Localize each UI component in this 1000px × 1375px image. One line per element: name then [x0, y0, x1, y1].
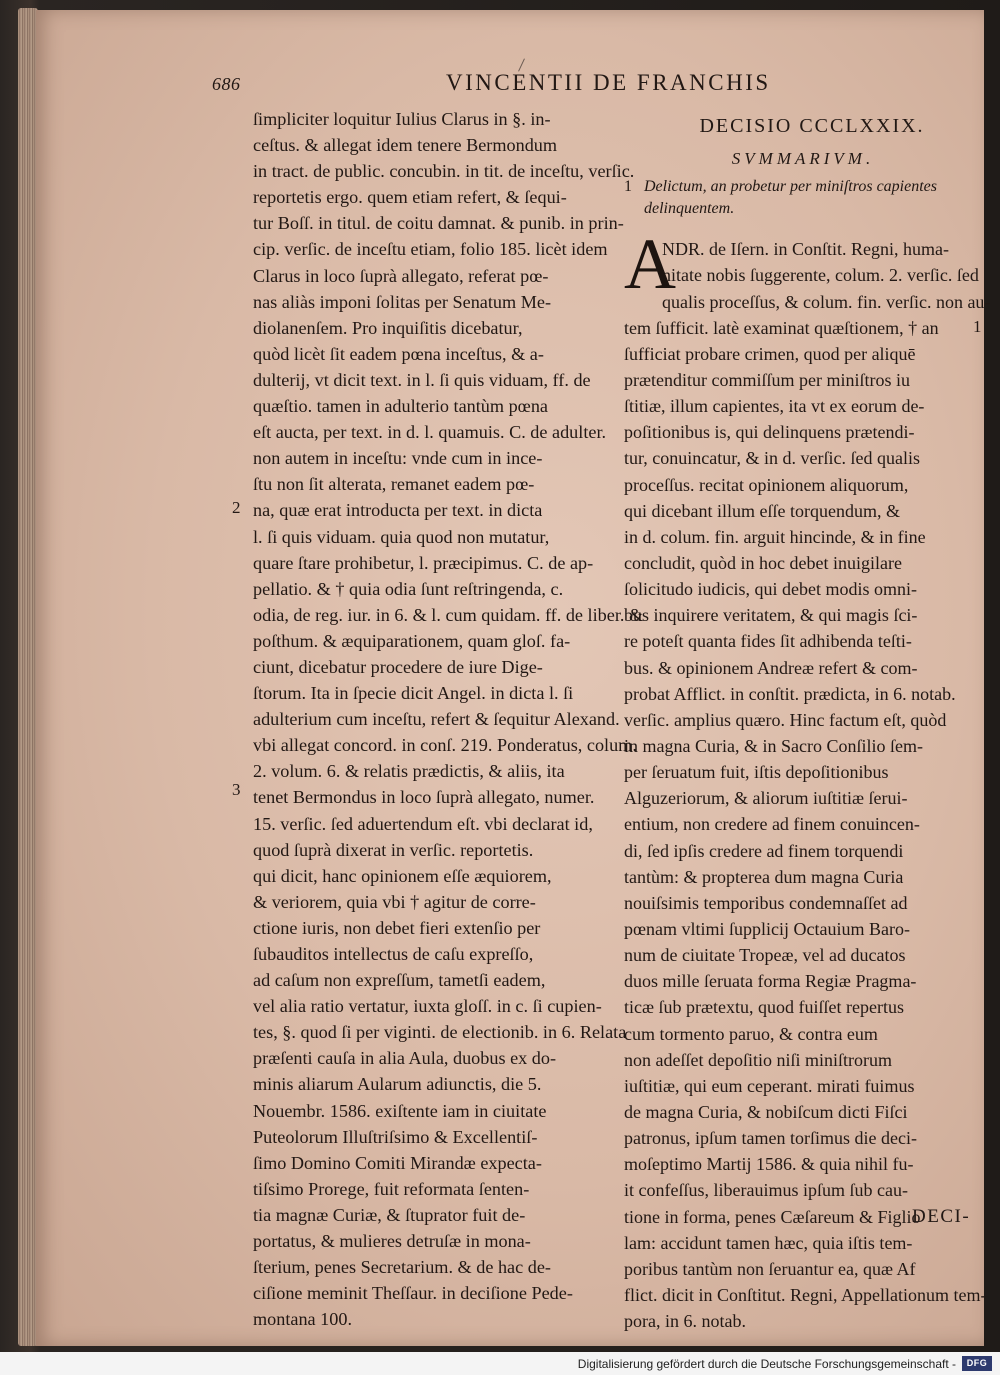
text-line: non adeſſet depoſitio niſi miniſtrorum [624, 1049, 892, 1070]
text-line: cum tormento paruo, & contra eum [624, 1023, 878, 1044]
text-line: quare ſtare prohibetur, l. præcipimus. C. de ap- [253, 552, 594, 573]
text-line: proceſſus. recitat opinionem aliquorum, [624, 474, 909, 495]
footer-bar [0, 1352, 1000, 1375]
text-line: portatus, & mulieres detruſæ in mona- [253, 1231, 531, 1252]
text-line: per ſeruatum fuit, iſtis depoſitionibus [624, 762, 889, 783]
text-line: in tract. de public. concubin. in tit. de inceſtu, verſic. [253, 161, 635, 182]
summary-text-line: delinquentem. [644, 200, 735, 218]
text-line: poſitionibus is, qui delinquens prætendi- [624, 422, 915, 443]
text-line: di, ſed ipſis credere ad finem torquendi [624, 840, 904, 861]
text-line: poribus tantùm non ſeruantur ea, quæ Af [624, 1258, 916, 1279]
text-line: num de ciuitate Tropeæ, vel ad ducatos [624, 945, 906, 966]
text-line: præſenti cauſa in alia Aula, duobus ex do- [253, 1048, 557, 1069]
text-line: tia magnæ Curiæ, & ſtuprator fuit de- [253, 1204, 526, 1225]
text-line: pellatio. & † quia odia ſunt reſtringenda, c. [253, 578, 564, 599]
text-line: tantùm: & propterea dum magna Curia [624, 866, 904, 887]
text-line: ſtorum. Ita in ſpecie dicit Angel. in dicta l. ſi [253, 683, 574, 704]
text-line: ſtu non ſit alterata, remanet eadem pœ- [253, 474, 535, 495]
decision-body [624, 224, 991, 1334]
text-line: in magna Curia, & in Sacro Conſilio ſem- [624, 735, 923, 756]
text-line: prætenditur commiſſum per miniſtros iu [624, 370, 910, 391]
text-line: odia, de reg. iur. in 6. & l. cum quidam. ff. de liber. & [253, 604, 644, 625]
text-line: ſufficiat probare crimen, quod per aliquē [624, 343, 916, 364]
text-line: Alguzeriorum, & aliorum iuſtitiæ ſerui- [624, 788, 908, 809]
text-line: 15. verſic. ſed aduertendum eſt. vbi declarat id, [253, 813, 593, 834]
text-line: verſic. amplius quæro. Hinc factum eſt, quòd [624, 709, 947, 730]
text-line: tur, conuincatur, & in d. verſic. ſed qualis [624, 448, 920, 469]
text-line: tenet Bermondus in loco ſuprà allegato, numer. [253, 787, 595, 808]
text-line: cip. verſic. de inceſtu etiam, folio 185. licèt idem [253, 239, 608, 260]
text-line: reportetis ergo. quem etiam refert, & ſequi- [253, 187, 567, 208]
text-line: it confeſſus, liberauimus ipſum ſub cau- [624, 1180, 908, 1201]
footer-credit: Digitalisierung gefördert durch die Deutsche Forschungsgemeinschaft - [577, 1357, 956, 1371]
text-line: nas aliàs imponi ſolitas per Senatum Me- [253, 291, 552, 312]
summary-title: SVMMARIVM. [731, 149, 875, 169]
text-line: ſimo Domino Comiti Mirandæ expecta- [253, 1152, 542, 1173]
text-line: entium, non credere ad finem conuincen- [624, 814, 920, 835]
running-head: VINCENTII DE FRANCHIS [446, 70, 771, 95]
text-line: pora, in 6. notab. [624, 1311, 746, 1332]
text-line: tione in forma, penes Cæſareum & Figlio [624, 1206, 921, 1227]
text-line: quod ſuprà dixerat in verſic. reportetis. [253, 839, 534, 860]
text-line: quòd licèt ſit eadem pœna inceſtus, & a- [253, 343, 544, 364]
text-line: Clarus in loco ſuprà allegato, referat pœ- [253, 265, 549, 286]
text-line: tes, §. quod ſi per viginti. de electionib. in 6. Relata [253, 1022, 627, 1043]
text-line: vbi allegat concord. in conſ. 219. Ponderatus, colum. [253, 735, 637, 756]
text-line: lam: accidunt tamen hæc, quia iſtis tem- [624, 1232, 913, 1253]
text-line: ſimpliciter loquitur Iulius Clarus in §. in- [253, 109, 551, 129]
decision-title: DECISIO CCCLXXIX. [699, 115, 925, 137]
text-line: patronus, ipſum tamen torſimus die deci- [624, 1128, 917, 1149]
text-line: na, quæ erat introducta per text. in dicta [253, 500, 543, 521]
text-line: qui dicebant illum eſſe torquendum, & [624, 500, 900, 521]
text-line: ſtitiæ, illum capientes, ita vt ex eorum de- [624, 396, 925, 417]
margin-number: 1 [973, 317, 982, 336]
text-line: ſterium, penes Secretarium. & de hac de- [253, 1257, 551, 1278]
text-line: qui dicit, hanc opinionem eſſe æquiorem, [253, 865, 552, 886]
margin-number: 3 [232, 780, 241, 799]
text-line: nouiſsimis temporibus condemnaſſet ad [624, 892, 908, 913]
text-line: concludit, quòd in hoc debet inuigilare [624, 553, 902, 573]
text-line: ſubauditos intellectus de caſu expreſſo, [253, 944, 534, 964]
right-column [624, 113, 991, 1334]
text-line: montana 100. [253, 1309, 353, 1330]
text-line: tiſsimo Prorege, fuit reformata ſenten- [253, 1178, 530, 1199]
text-line: ctione iuris, non debet fieri extenſio per [253, 917, 541, 938]
text-line: pœnam vltimi ſupplicij Octauium Baro- [624, 918, 910, 939]
text-line: vel alia ratio vertatur, iuxta gloſſ. in c. ſi cupien- [253, 996, 602, 1017]
text-line: non autem in inceſtu: vnde cum in ince- [253, 448, 543, 469]
left-column [253, 106, 645, 1332]
text-line: tur Boſſ. in titul. de coitu damnat. & punib. in prin- [253, 213, 624, 234]
text-line: minis aliarum Aularum adiunctis, die 5. [253, 1074, 542, 1095]
drop-cap: A [624, 224, 676, 305]
text-line: de magna Curia, & nobiſcum dicti Fiſci [624, 1101, 908, 1122]
summary-text-line: Delictum, an probetur per miniſtros capientes [644, 178, 937, 196]
text-line: iuſtitiæ, qui eum ceperant. mirati fuimus [624, 1075, 915, 1096]
text-line: l. ſi quis viduam. quia quod non mutatur, [253, 526, 550, 547]
text-line: moſeptimo Martij 1586. & quia nihil fu- [624, 1154, 914, 1175]
text-line: & veriorem, quia vbi † agitur de corre- [253, 891, 536, 912]
text-line: duos mille ſeruata forma Regiæ Pragma- [624, 971, 917, 992]
text-line: nitate nobis ſuggerente, colum. 2. verſic. ſed [662, 265, 979, 286]
text-line: ceſtus. & allegat idem tenere Bermondum [253, 135, 558, 156]
book-page [36, 10, 991, 1346]
summary-item [624, 176, 964, 220]
text-line: in d. colum. fin. arguit hincinde, & in fine [624, 526, 926, 547]
text-line: diolanenſem. Pro inquiſitis dicebatur, [253, 317, 523, 338]
text-line: Puteolorum Illuſtriſsimo & Excellentiſ- [253, 1126, 538, 1147]
text-line: tem ſufficit. latè examinat quæſtionem, † an [624, 317, 939, 338]
text-line: flict. dicit in Conſtitut. Regni, Appellationum tem- [624, 1284, 987, 1305]
book-edge [18, 8, 38, 1346]
text-line: poſthum. & æquiparationem, quam gloſ. fa- [253, 630, 571, 651]
text-line: quæſtio. tamen in adulterio tantùm pœna [253, 396, 548, 417]
text-line: qualis proceſſus, & colum. fin. verſic. non au- [662, 291, 991, 312]
text-line: ciſione meminit Theſſaur. in deciſione Pede- [253, 1283, 573, 1304]
text-line: re poteſt quanta fides ſit adhibenda teſti- [624, 631, 912, 652]
text-line: NDR. de Iſern. in Conſtit. Regni, huma- [662, 239, 949, 260]
text-line: 2. volum. 6. & relatis prædictis, & aliis, ita [253, 761, 565, 782]
text-line: adulterium cum inceſtu, refert & ſequitur Alexand. [253, 709, 620, 730]
text-line: bus. & opinionem Andreæ refert & com- [624, 657, 918, 678]
text-line: ticæ ſub prætextu, quod fuiſſet repertus [624, 997, 904, 1018]
summary-number: 1 [624, 178, 632, 196]
text-line: eſt aucta, per text. in d. l. quamuis. C. de adulter. [253, 422, 607, 443]
catchword: DECI- [912, 1206, 971, 1227]
text-line: dulterij, vt dicit text. in l. ſi quis viduam, ff. de [253, 369, 591, 390]
dfg-logo: DFG [962, 1356, 992, 1371]
text-line: probat Afflict. in conſtit. prædicta, in 6. notab. [624, 683, 956, 704]
page-number: 686 [212, 74, 241, 94]
text-line: ſolicitudo iudicis, qui debet modis omni- [624, 579, 917, 600]
text-line: ad caſum non expreſſum, tametſi eadem, [253, 970, 546, 991]
text-line: Nouembr. 1586. exiſtente iam in ciuitate [253, 1100, 547, 1121]
text-line: ciunt, dicebatur procedere de iure Dige- [253, 656, 543, 677]
margin-number: 2 [232, 498, 241, 517]
text-line: bus inquirere veritatem, & qui magis ſci- [624, 605, 918, 626]
